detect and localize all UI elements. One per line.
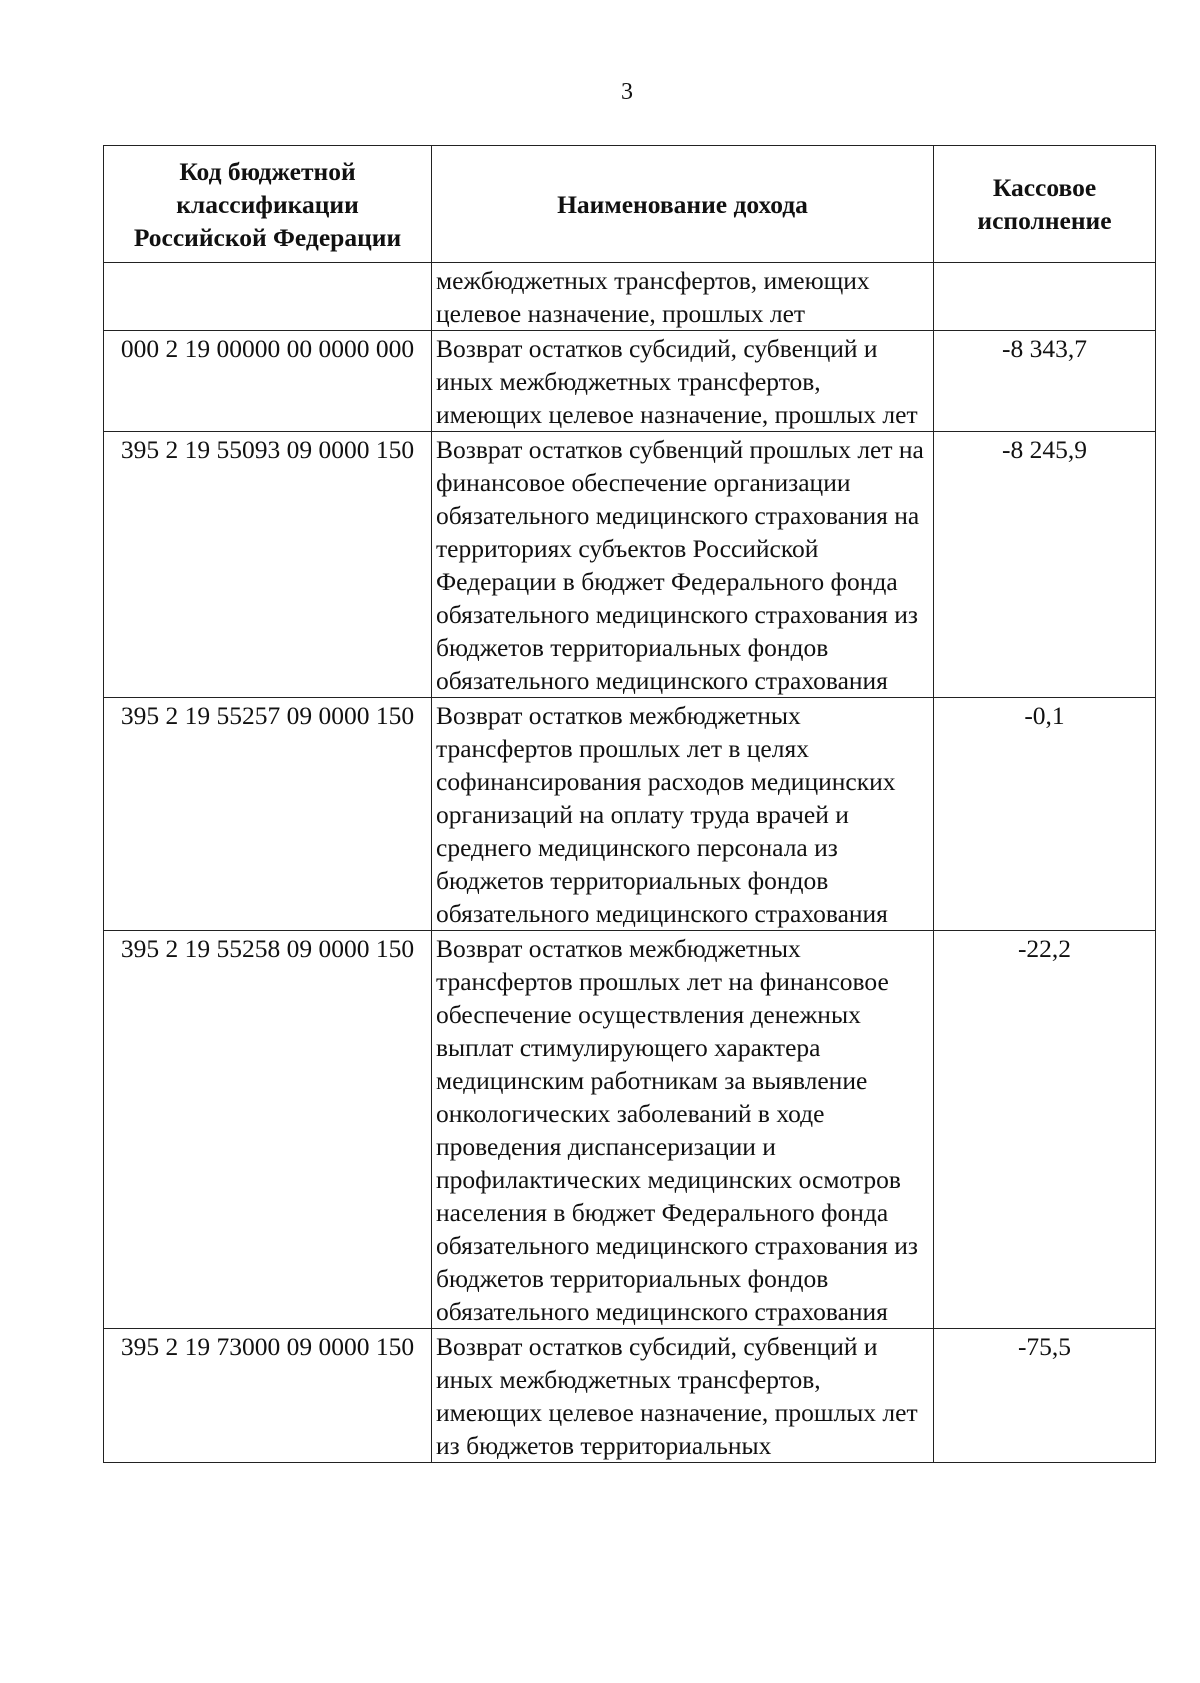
- table-row: [104, 698, 1156, 931]
- row-code: 395 2 19 73000 09 0000 150: [104, 1329, 432, 1463]
- table-row: [104, 263, 1156, 331]
- row-name: Возврат остатков субсидий, субвенций и иных межбюджетных трансфертов, имеющих целевое назначение, прошлых лет из бюджетов территориальных: [432, 1329, 934, 1463]
- row-name: Возврат остатков субсидий, субвенций и иных межбюджетных трансфертов, имеющих целевое назначение, прошлых лет: [432, 331, 934, 432]
- row-amount: -75,5: [934, 1329, 1156, 1463]
- row-amount: -8 245,9: [934, 432, 1156, 698]
- row-name: Возврат остатков субвенций прошлых лет на финансовое обеспечение организации обязательного медицинского страхования на территориях субъектов Российской Федерации в бюджет Федерального фонда обязательного медицинского страхования из бюджетов территориальных фондов обязательного медицинского страхования: [432, 432, 934, 698]
- table-header-row: [104, 146, 1156, 263]
- header-name: Наименование дохода: [432, 146, 934, 263]
- revenue-table: [103, 145, 1156, 1463]
- row-name: Возврат остатков межбюджетных трансфертов прошлых лет в целях софинансирования расходов медицинских организаций на оплату труда врачей и среднего медицинского персонала из бюджетов территориальных фондов обязательного медицинского страхования: [432, 698, 934, 931]
- header-code: Код бюджетной классификации Российской Федерации: [104, 146, 432, 263]
- table-row: [104, 432, 1156, 698]
- row-amount: -0,1: [934, 698, 1156, 931]
- table-row: [104, 931, 1156, 1329]
- header-amount: Кассовое исполнение: [934, 146, 1156, 263]
- row-amount: -8 343,7: [934, 331, 1156, 432]
- page-number: 3: [621, 79, 633, 105]
- row-code: 395 2 19 55257 09 0000 150: [104, 698, 432, 931]
- row-code: [104, 263, 432, 331]
- row-code: 395 2 19 55093 09 0000 150: [104, 432, 432, 698]
- table-row: [104, 1329, 1156, 1463]
- row-amount: [934, 263, 1156, 331]
- row-name: межбюджетных трансфертов, имеющих целевое назначение, прошлых лет: [432, 263, 934, 331]
- row-code: 000 2 19 00000 00 0000 000: [104, 331, 432, 432]
- row-name: Возврат остатков межбюджетных трансфертов прошлых лет на финансовое обеспечение осуществления денежных выплат стимулирующего характера медицинским работникам за выявление онкологических заболеваний в ходе проведения диспансеризации и профилактических медицинских осмотров населения в бюджет Федерального фонда обязательного медицинского страхования из бюджетов территориальных фондов обязательного медицинского страхования: [432, 931, 934, 1329]
- row-code: 395 2 19 55258 09 0000 150: [104, 931, 432, 1329]
- row-amount: -22,2: [934, 931, 1156, 1329]
- table-row: [104, 331, 1156, 432]
